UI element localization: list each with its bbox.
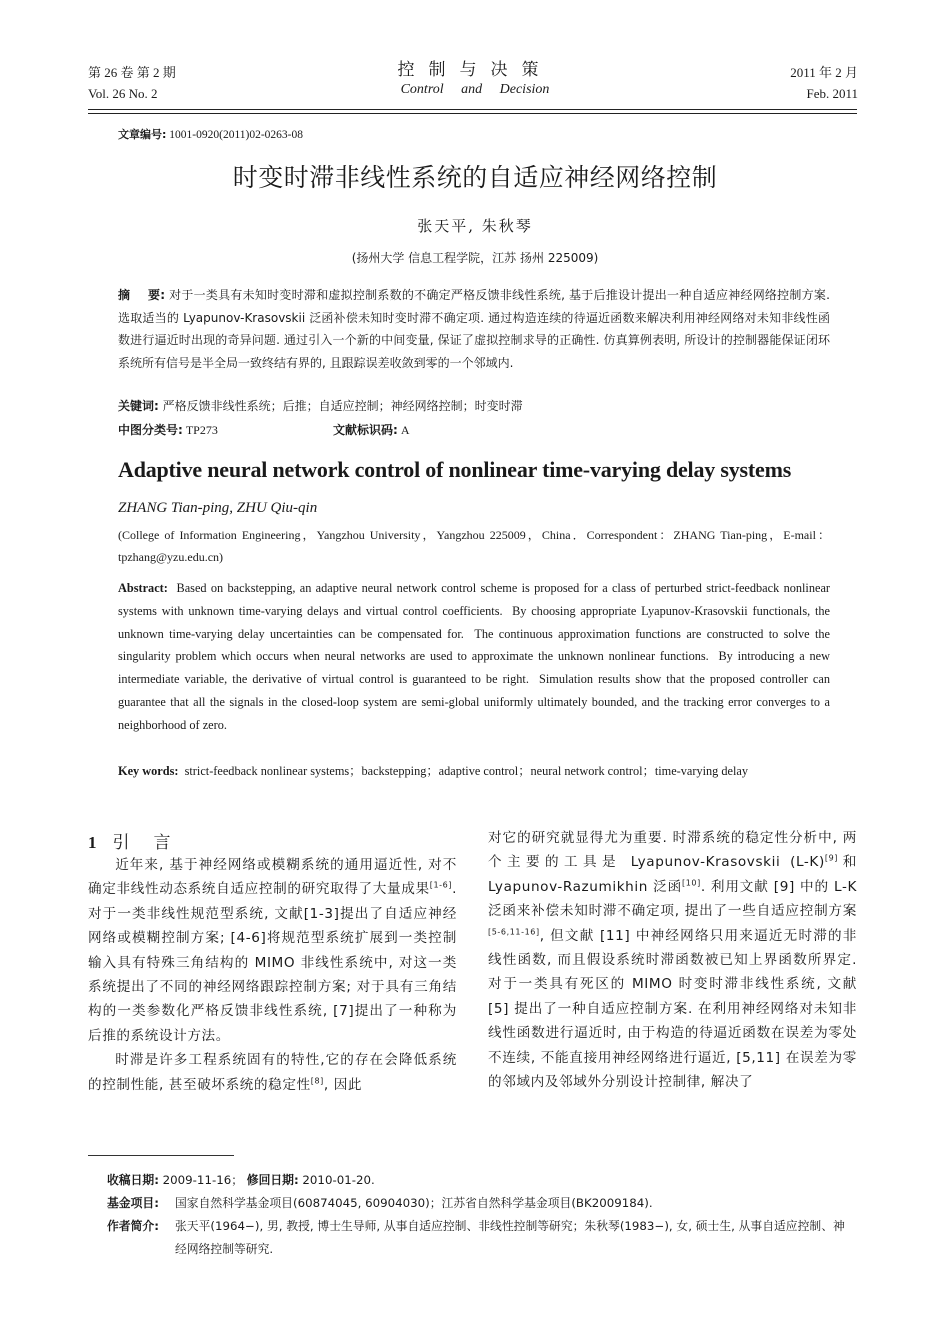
date-en: Feb. 2011 <box>806 86 858 101</box>
doc-code-value: A <box>397 423 410 437</box>
classification-line <box>118 421 410 438</box>
funding-label: 基金项目: <box>107 1196 159 1210</box>
paragraph-text: 和 Lyapunov-Razumikhin 泛函 <box>488 854 857 895</box>
document-code <box>333 421 409 438</box>
keywords-en-text: strict-feedback nonlinear systems；backstepping；adaptive control；neural network control；time-varying delay <box>178 764 749 778</box>
received-label: 收稿日期: <box>107 1173 159 1187</box>
paragraph-text: . 对于一类非线性规范型系统, 文献[1-3]提出了自适应神经网络或模糊控制方案; [4-6]将规范型系统扩展到一类控制输入具有特殊三角结构的 MIMO 非线性系统中, 对这一类系统提出了不同的神经网络跟踪控制方案; 对于具有三角结构的一类参数化严格反馈非线性系统, [7]提出了一种称为后推的系统设计方法。 <box>88 881 457 1044</box>
citation: [5-6,11-16] <box>488 927 540 937</box>
citation: [9] <box>824 853 838 863</box>
affiliation-cn: (扬州大学 信息工程学院，江苏 扬州 225009) <box>351 251 599 265</box>
affiliation-en: (College of Information Engineering，Yangzhou University，Yangzhou 225009，China．Correspondent：ZHANG Tian-ping，E-mail：tpzhang@yzu.edu.cn) <box>118 528 830 564</box>
authors-en: ZHANG Tian-ping, ZHU Qiu-qin <box>118 500 318 516</box>
section-number: 1 <box>88 833 97 852</box>
citation: [8] <box>310 1076 324 1086</box>
paragraph-text: 近年来, 基于神经网络或模糊系统的通用逼近性, 对不确定非线性动态系统自适应控制的研究取得了大量成果 <box>88 857 457 898</box>
paragraph <box>488 826 857 1094</box>
paper-title-cn: 时变时滞非线性系统的自适应神经网络控制 <box>232 163 718 192</box>
body-column-right <box>488 826 857 1094</box>
authors-cn: 张天平, 朱秋琴 <box>417 217 533 235</box>
footnote-dates <box>107 1169 847 1192</box>
footnote-rule <box>88 1155 234 1156</box>
article-number-label: 文章编号: <box>118 128 167 141</box>
journal-name-en: Control and Decision <box>400 82 550 97</box>
abstract-cn-text: 对于一类具有未知时变时滞和虚拟控制系数的不确定严格反馈非线性系统, 基于后推设计提出一种自适应神经网络控制方案. 选取适当的 Lyapunov-Krasovskii 泛函补偿未知时变时滞不确定项. 通过构造连续的待逼近函数来解决利用神经网络对未知非线性函数进行逼近时出现的奇异问题. 通过引入一个新的中间变量, 保证了虚拟控制求导的正确性. 仿真算例表明, 所设计的控制器能保证闭环系统所有信号是半全局一致终结有界的, 且跟踪误差收敛到零的一个邻域内. <box>118 288 831 370</box>
journal-name-cn: 控制与决策 <box>397 60 553 80</box>
revised-label: 修回日期: <box>246 1173 299 1187</box>
keywords-cn <box>118 397 523 414</box>
funding-text: 国家自然科学基金项目(60874045, 60904030)；江苏省自然科学基金项目(BK2009184). <box>175 1196 653 1210</box>
keywords-en-label: Key words: <box>118 764 179 778</box>
header-rule-thin <box>88 113 857 114</box>
volume-en: Vol. 26 No. 2 <box>88 86 158 101</box>
citation: [10] <box>682 878 701 888</box>
keywords-cn-label: 关键词: <box>118 399 159 413</box>
clc-label: 中图分类号: <box>118 423 183 437</box>
paragraph-text: 时滞是许多工程系统固有的特性,它的存在会降低系统的控制性能, 甚至破坏系统的稳定性 <box>88 1052 457 1093</box>
paragraph-text: , 因此 <box>323 1076 363 1093</box>
received-date: 2009-11-16； <box>158 1173 244 1187</box>
article-number <box>118 126 303 142</box>
citation: [1-6] <box>429 880 453 890</box>
header-rule-thick <box>88 109 857 110</box>
paragraph <box>88 1048 457 1097</box>
bio-text: 张天平(1964−), 男, 教授, 博士生导师, 从事自适应控制、非线性控制等研究；朱秋琴(1983−), 女, 硕士生, 从事自适应控制、神经网络控制等研究. <box>175 1219 845 1256</box>
date-cn: 2011 年 2 月 <box>790 65 858 80</box>
revised-date: 2010-01-20. <box>298 1173 375 1187</box>
article-number-value: 1001-0920(2011)02-0263-08 <box>166 129 304 141</box>
section-title: 引言 <box>112 833 195 853</box>
abstract-cn-label: 摘 要: <box>118 288 166 302</box>
paragraph-text: 对它的研究就显得尤为重要. 时滞系统的稳定性分析中, 两个主要的工具是 Lyapunov-Krasovskii (L-K) <box>488 830 857 871</box>
abstract-cn <box>118 284 830 374</box>
clc-value: TP273 <box>182 423 218 437</box>
footnotes <box>107 1169 847 1261</box>
volume-cn: 第 26 卷 第 2 期 <box>88 65 176 80</box>
abstract-en-label: Abstract: <box>118 581 168 595</box>
section-heading-introduction <box>88 828 195 853</box>
bio-label: 作者简介: <box>107 1219 159 1233</box>
keywords-cn-text: 严格反馈非线性系统；后推；自适应控制；神经网络控制；时变时滞 <box>158 399 523 413</box>
paper-title-en: Adaptive neural network control of nonlinear time-varying delay systems <box>118 457 792 482</box>
footnote-author-bio <box>107 1215 847 1261</box>
paragraph-text: , 但文献 [11] 中神经网络只用来逼近无时滞的非线性函数, 而且假设系统时滞函数被已知上界函数所界定. 对于一类具有死区的 MIMO 时变时滞非线性系统, 文献 [5] 提出了一种自适应控制方案. 在利用神经网络对未知非线性函数进行逼近时, 由于构造的待逼近函数在误差为零处不连续, 不能直接用神经网络进行逼近, [5,11] 在误差为零的邻域内及邻域外分别设计控制律, 解决了 <box>488 927 857 1091</box>
paragraph-text: . 利用文献 [9] 中的 L-K 泛函来补偿未知时滞不确定项, 提出了一些自适应控制方案 <box>488 878 858 920</box>
doc-code-label: 文献标识码: <box>333 423 398 437</box>
paragraph <box>88 853 457 1048</box>
body-column-left <box>88 853 457 1097</box>
abstract-en-text: Based on backstepping, an adaptive neural network control scheme is proposed for a class of perturbed strict-feedback nonlinear systems with unknown time-varying delays and virtual control coefficients. By choosing appropriate Lyapunov-Krasovskii functionals, the unknown time-varying delay uncertainties can be compensated for. The continuous approximation functions are constructed to solve the singularity problem which occurs when neural networks are used to approximate the unknown nonlinear functions. By introducing a new intermediate variable, the derivative of virtual control is guaranteed to be right. Simulation results show that the proposed controller can guarantee that all the signals in the closed-loop system are semi-global uniformly ultimately bounded, and the tracking error converges to a neighborhood of zero. <box>118 581 834 732</box>
header-date <box>790 62 858 104</box>
footnote-funding <box>107 1192 847 1215</box>
keywords-en <box>118 760 830 783</box>
abstract-en <box>118 577 834 737</box>
